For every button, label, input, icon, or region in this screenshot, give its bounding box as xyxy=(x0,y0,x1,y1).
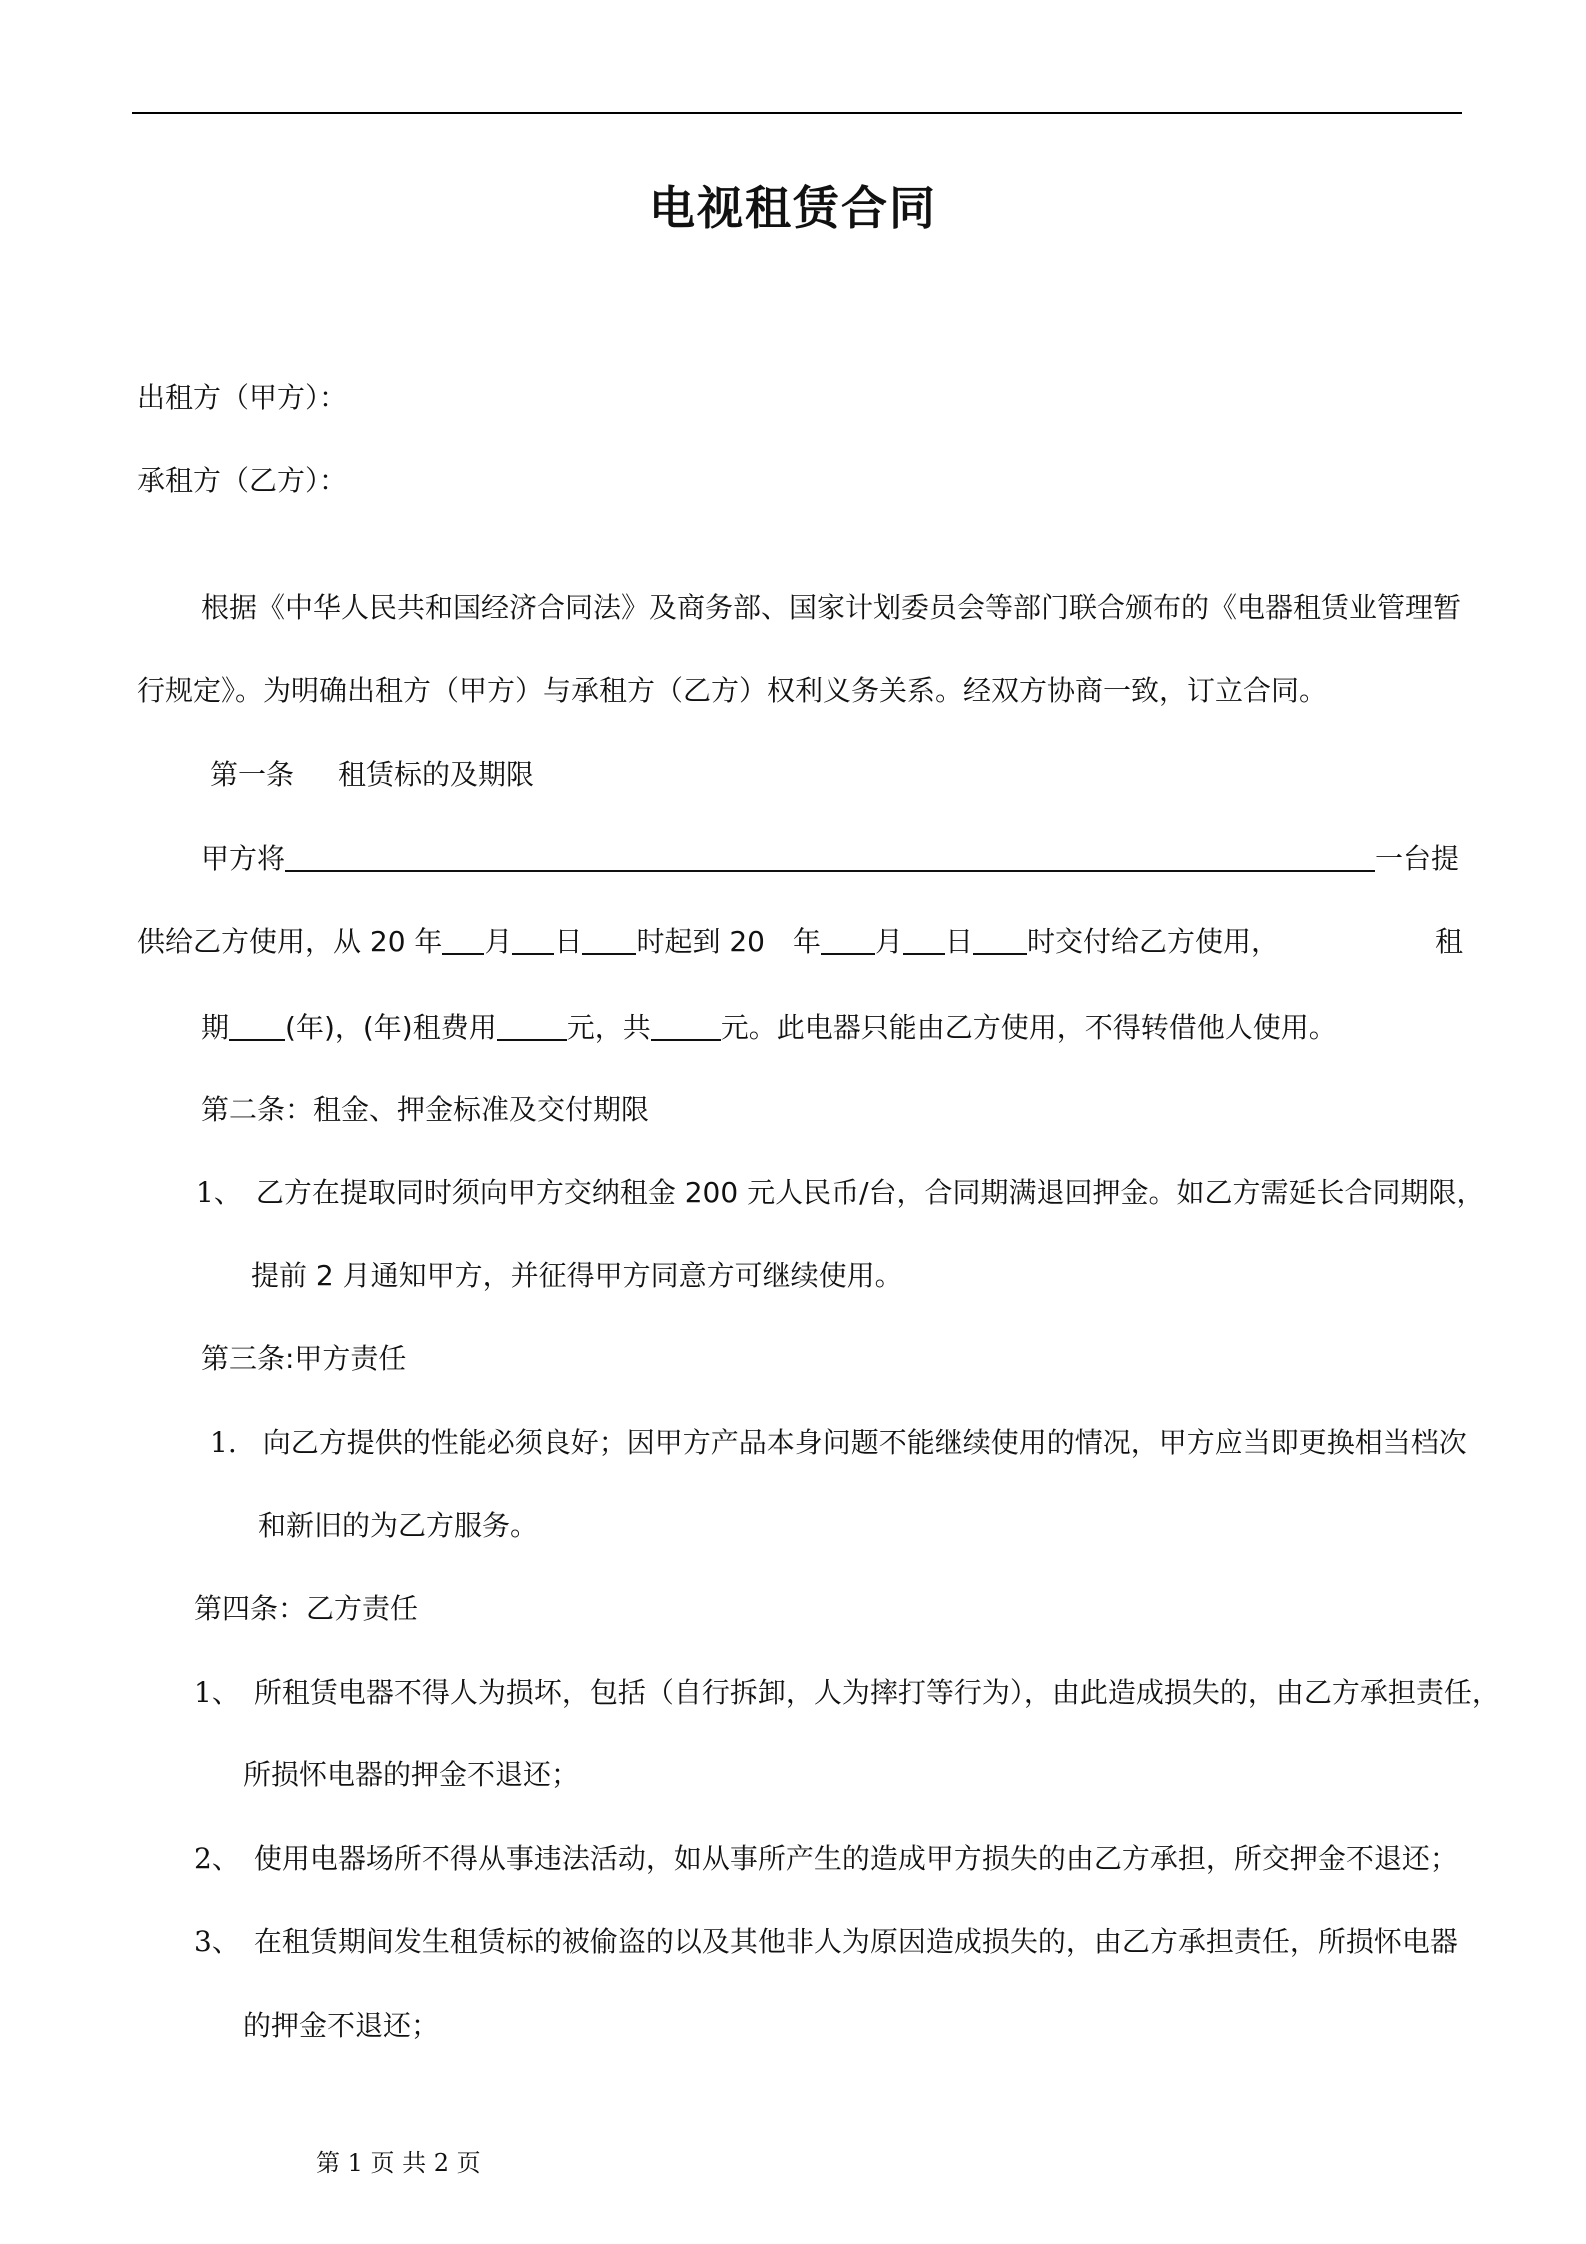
article-1-title: 租赁标的及期限 xyxy=(338,758,535,791)
item-number: 3、 xyxy=(194,1925,240,1958)
item-text: 向乙方提供的性能必须良好；因甲方产品本身问题不能继续使用的情况，甲方应当即更换相当档次 xyxy=(262,1426,1467,1459)
rent-char: 租 xyxy=(1434,925,1463,958)
delivery-text: 时交付给乙方使用， xyxy=(1027,925,1280,958)
month-text: 月 xyxy=(484,925,513,958)
lessor-line: 出租方（甲方）： xyxy=(137,381,348,414)
end-day-blank xyxy=(903,925,945,955)
article-1-line-2 xyxy=(137,924,1463,960)
end-year-text: 时起到 20 年 xyxy=(636,925,821,958)
article-2-item-1 xyxy=(196,1175,1485,1211)
article-1-text-a: 甲方将 xyxy=(201,842,286,875)
end-hour-blank xyxy=(973,925,1027,955)
header-rule xyxy=(132,112,1462,114)
day-text: 日 xyxy=(554,925,583,958)
fee-blank xyxy=(497,1011,567,1041)
article-4-item-1-cont: 所损怀电器的押金不退还； xyxy=(243,1758,580,1791)
page-footer: 第 1 页 共 2 页 xyxy=(316,2149,481,2177)
term-text: 期 xyxy=(201,1011,230,1044)
item-text: 在租赁期间发生租赁标的被偷盗的以及其他非人为原因造成损失的，由乙方承担责任，所损怀电器 xyxy=(253,1925,1458,1958)
item-text: 乙方在提取同时须向甲方交纳租金 200 元人民币/台，合同期满退回押金。如乙方需延长合同期限， xyxy=(255,1176,1485,1209)
month-text-2: 月 xyxy=(875,925,904,958)
article-4-item-3 xyxy=(194,1924,1458,1960)
intro-line-2: 行规定》。为明确出租方（甲方）与承租方（乙方）权利义务关系。经双方协商一致，订立合同。 xyxy=(137,674,1328,707)
article-1-label: 第一条 xyxy=(210,758,295,791)
day-text-2: 日 xyxy=(945,925,974,958)
article-1-line-1 xyxy=(201,841,1459,877)
intro-line-1: 根据《中华人民共和国经济合同法》及商务部、国家计划委员会等部门联合颁布的《电器租赁业管理暂 xyxy=(201,591,1462,624)
article-3-item-1 xyxy=(210,1425,1467,1461)
lessee-line: 承租方（乙方）： xyxy=(137,464,348,497)
start-year-text: 供给乙方使用，从 20 年 xyxy=(137,925,443,958)
term-blank xyxy=(229,1011,285,1041)
article-1-line-3 xyxy=(201,1010,1337,1046)
article-3-heading: 第三条:甲方责任 xyxy=(201,1342,407,1375)
item-number: 1、 xyxy=(194,1676,240,1709)
article-4-heading: 第四条：乙方责任 xyxy=(194,1592,419,1625)
item-number: 1. xyxy=(210,1426,237,1459)
article-1-text-b: 一台提 xyxy=(1375,842,1460,875)
item-text: 所租赁电器不得人为损坏，包括（自行拆卸，人为摔打等行为），由此造成损失的，由乙方承担责任， xyxy=(253,1676,1500,1709)
end-month-blank xyxy=(821,925,875,955)
article-4-item-3-cont: 的押金不退还； xyxy=(243,2009,440,2042)
total-blank xyxy=(651,1011,721,1041)
start-hour-blank xyxy=(582,925,636,955)
article-4-item-2 xyxy=(194,1841,1458,1877)
article-1-heading xyxy=(210,757,534,793)
total-text: 元，共 xyxy=(566,1011,651,1044)
article-3-item-1-cont: 和新旧的为乙方服务。 xyxy=(258,1509,539,1542)
start-day-blank xyxy=(512,925,554,955)
start-month-blank xyxy=(442,925,484,955)
usage-text: 元。此电器只能由乙方使用，不得转借他人使用。 xyxy=(720,1011,1337,1044)
item-number: 2、 xyxy=(194,1842,240,1875)
document-title: 电视租赁合同 xyxy=(649,181,937,235)
article-4-item-1 xyxy=(194,1675,1500,1711)
item-text: 使用电器场所不得从事违法活动，如从事所产生的造成甲方损失的由乙方承担，所交押金不退还； xyxy=(253,1842,1458,1875)
item-name-blank xyxy=(285,842,1375,872)
item-number: 1、 xyxy=(196,1176,242,1209)
article-2-heading: 第二条：租金、押金标准及交付期限 xyxy=(201,1093,650,1126)
article-2-item-1-cont: 提前 2 月通知甲方，并征得甲方同意方可继续使用。 xyxy=(251,1259,903,1292)
fee-text: (年)，(年)租费用 xyxy=(285,1011,497,1044)
